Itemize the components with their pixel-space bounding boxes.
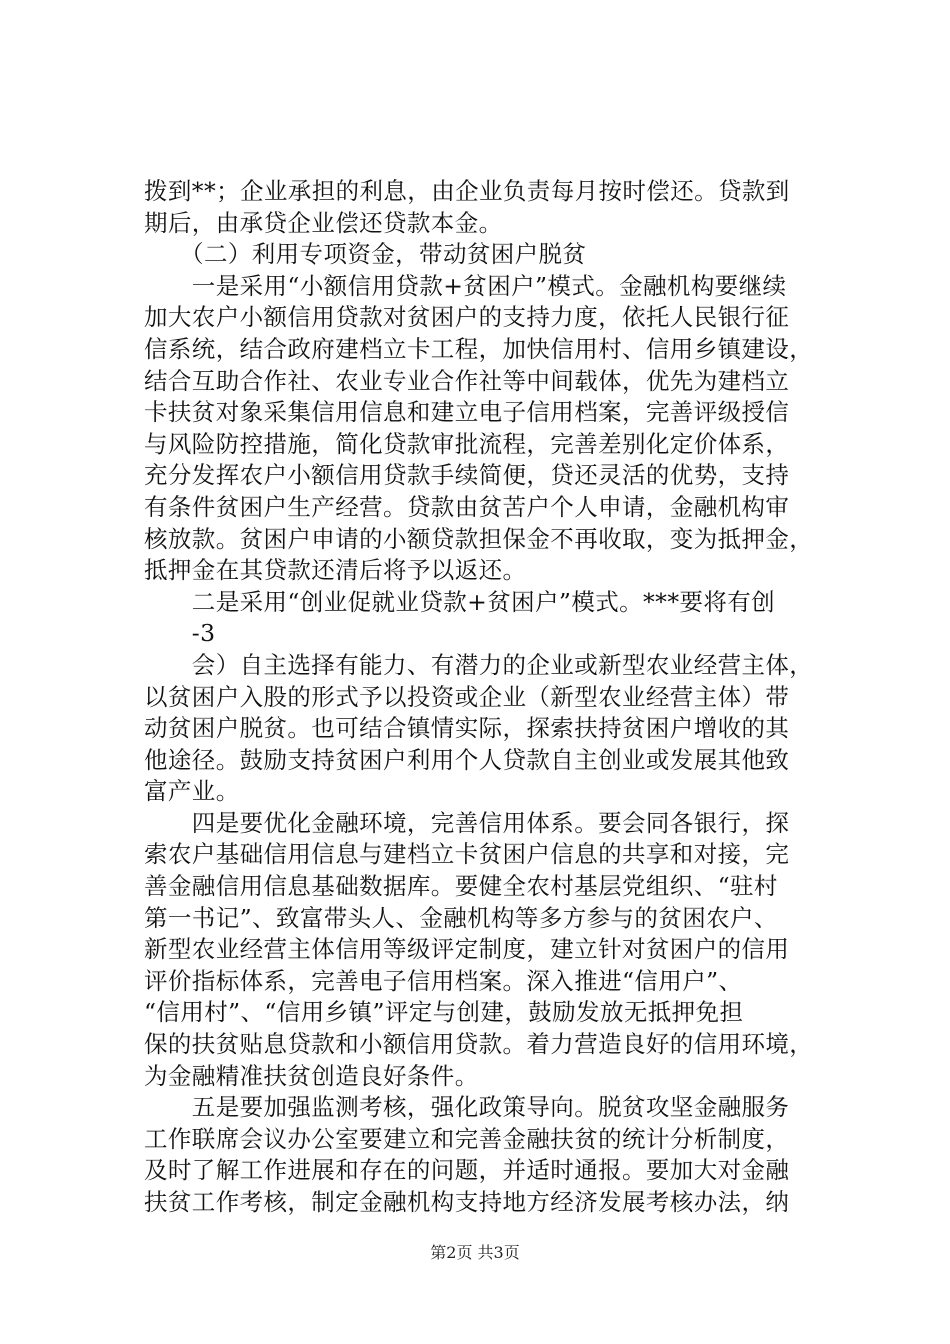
text-line: 卡扶贫对象采集信用信息和建立电子信用档案，完善评级授信 [144, 398, 790, 427]
text-line: 充分发挥农户小额信用贷款手续简便，贷还灵活的优势，支持 [144, 461, 790, 490]
text-line: 扶贫工作考核，制定金融机构支持地方经济发展考核办法，纳 [144, 1188, 790, 1216]
text-line: 抵押金在其贷款还清后将予以返还。 [144, 556, 527, 585]
text-line: 以贫困户入股的形式予以投资或企业（新型农业经营主体）带 [144, 682, 790, 711]
page-footer: 第2页 共3页 [430, 1243, 520, 1262]
text-line: 善金融信用信息基础数据库。要健全农村基层党组织、“驻村 [144, 872, 778, 901]
text-line: 富产业。 [144, 777, 240, 806]
text-line: 结合互助合作社、农业专业合作社等中间载体，优先为建档立 [144, 366, 790, 395]
document-body [144, 176, 824, 1219]
text-line: “信用村”、“信用乡镇”评定与创建，鼓励发放无抵押免担 [144, 998, 744, 1027]
text-line: 信系统，结合政府建档立卡工程，加快信用村、信用乡镇建设， [144, 334, 814, 363]
text-line: 评价指标体系，完善电子信用档案。深入推进“信用户”、 [144, 966, 743, 995]
text-line: 期后，由承贷企业偿还贷款本金。 [144, 208, 503, 237]
text-line: 新型农业经营主体信用等级评定制度，建立针对贫困户的信用 [144, 935, 790, 964]
text-line: 为金融精准扶贫创造良好条件。 [144, 1061, 479, 1090]
text-line: 五是要加强监测考核，强化政策导向。脱贫攻坚金融服务 [144, 1093, 790, 1122]
text-line: 加大农户小额信用贷款对贫困户的支持力度，依托人民银行征 [144, 303, 790, 332]
text-line: 四是要优化金融环境，完善信用体系。要会同各银行，探 [144, 808, 790, 837]
text-line: 一是采用“小额信用贷款+贫困户”模式。金融机构要继续 [144, 271, 787, 300]
section-heading: （二）利用专项资金，带动贫困户脱贫 [144, 240, 587, 269]
text-line: 动贫困户脱贫。也可结合镇情实际，探索扶持贫困户增收的其 [144, 714, 790, 743]
text-line: 保的扶贫贴息贷款和小额信用贷款。着力营造良好的信用环境， [144, 1030, 814, 1059]
text-line: 与风险防控措施，简化贷款审批流程，完善差别化定价体系， [144, 429, 790, 458]
text-line: 及时了解工作进展和存在的问题，并适时通报。要加大对金融 [144, 1156, 790, 1185]
text-line: 第一书记”、致富带头人、金融机构等多方参与的贫困农户、 [144, 903, 778, 932]
text-line: 会）自主选择有能力、有潜力的企业或新型农业经营主体， [144, 650, 814, 679]
text-line: 工作联席会议办公室要建立和完善金融扶贫的统计分析制度， [144, 1124, 790, 1153]
text-line: 他途径。鼓励支持贫困户利用个人贷款自主创业或发展其他致 [144, 745, 790, 774]
text-line: 二是采用“创业促就业贷款+贫困户”模式。***要将有创 [144, 587, 776, 616]
text-line: 拨到**；企业承担的利息，由企业负责每月按时偿还。贷款到 [144, 177, 790, 205]
text-line: 核放款。贫困户申请的小额贷款担保金不再收取，变为抵押金， [144, 524, 814, 553]
text-line: -3 [144, 619, 216, 648]
text-line: 索农户基础信用信息与建档立卡贫困户信息的共享和对接，完 [144, 840, 790, 869]
text-line: 有条件贫困户生产经营。贷款由贫苦户个人申请，金融机构审 [144, 492, 790, 521]
